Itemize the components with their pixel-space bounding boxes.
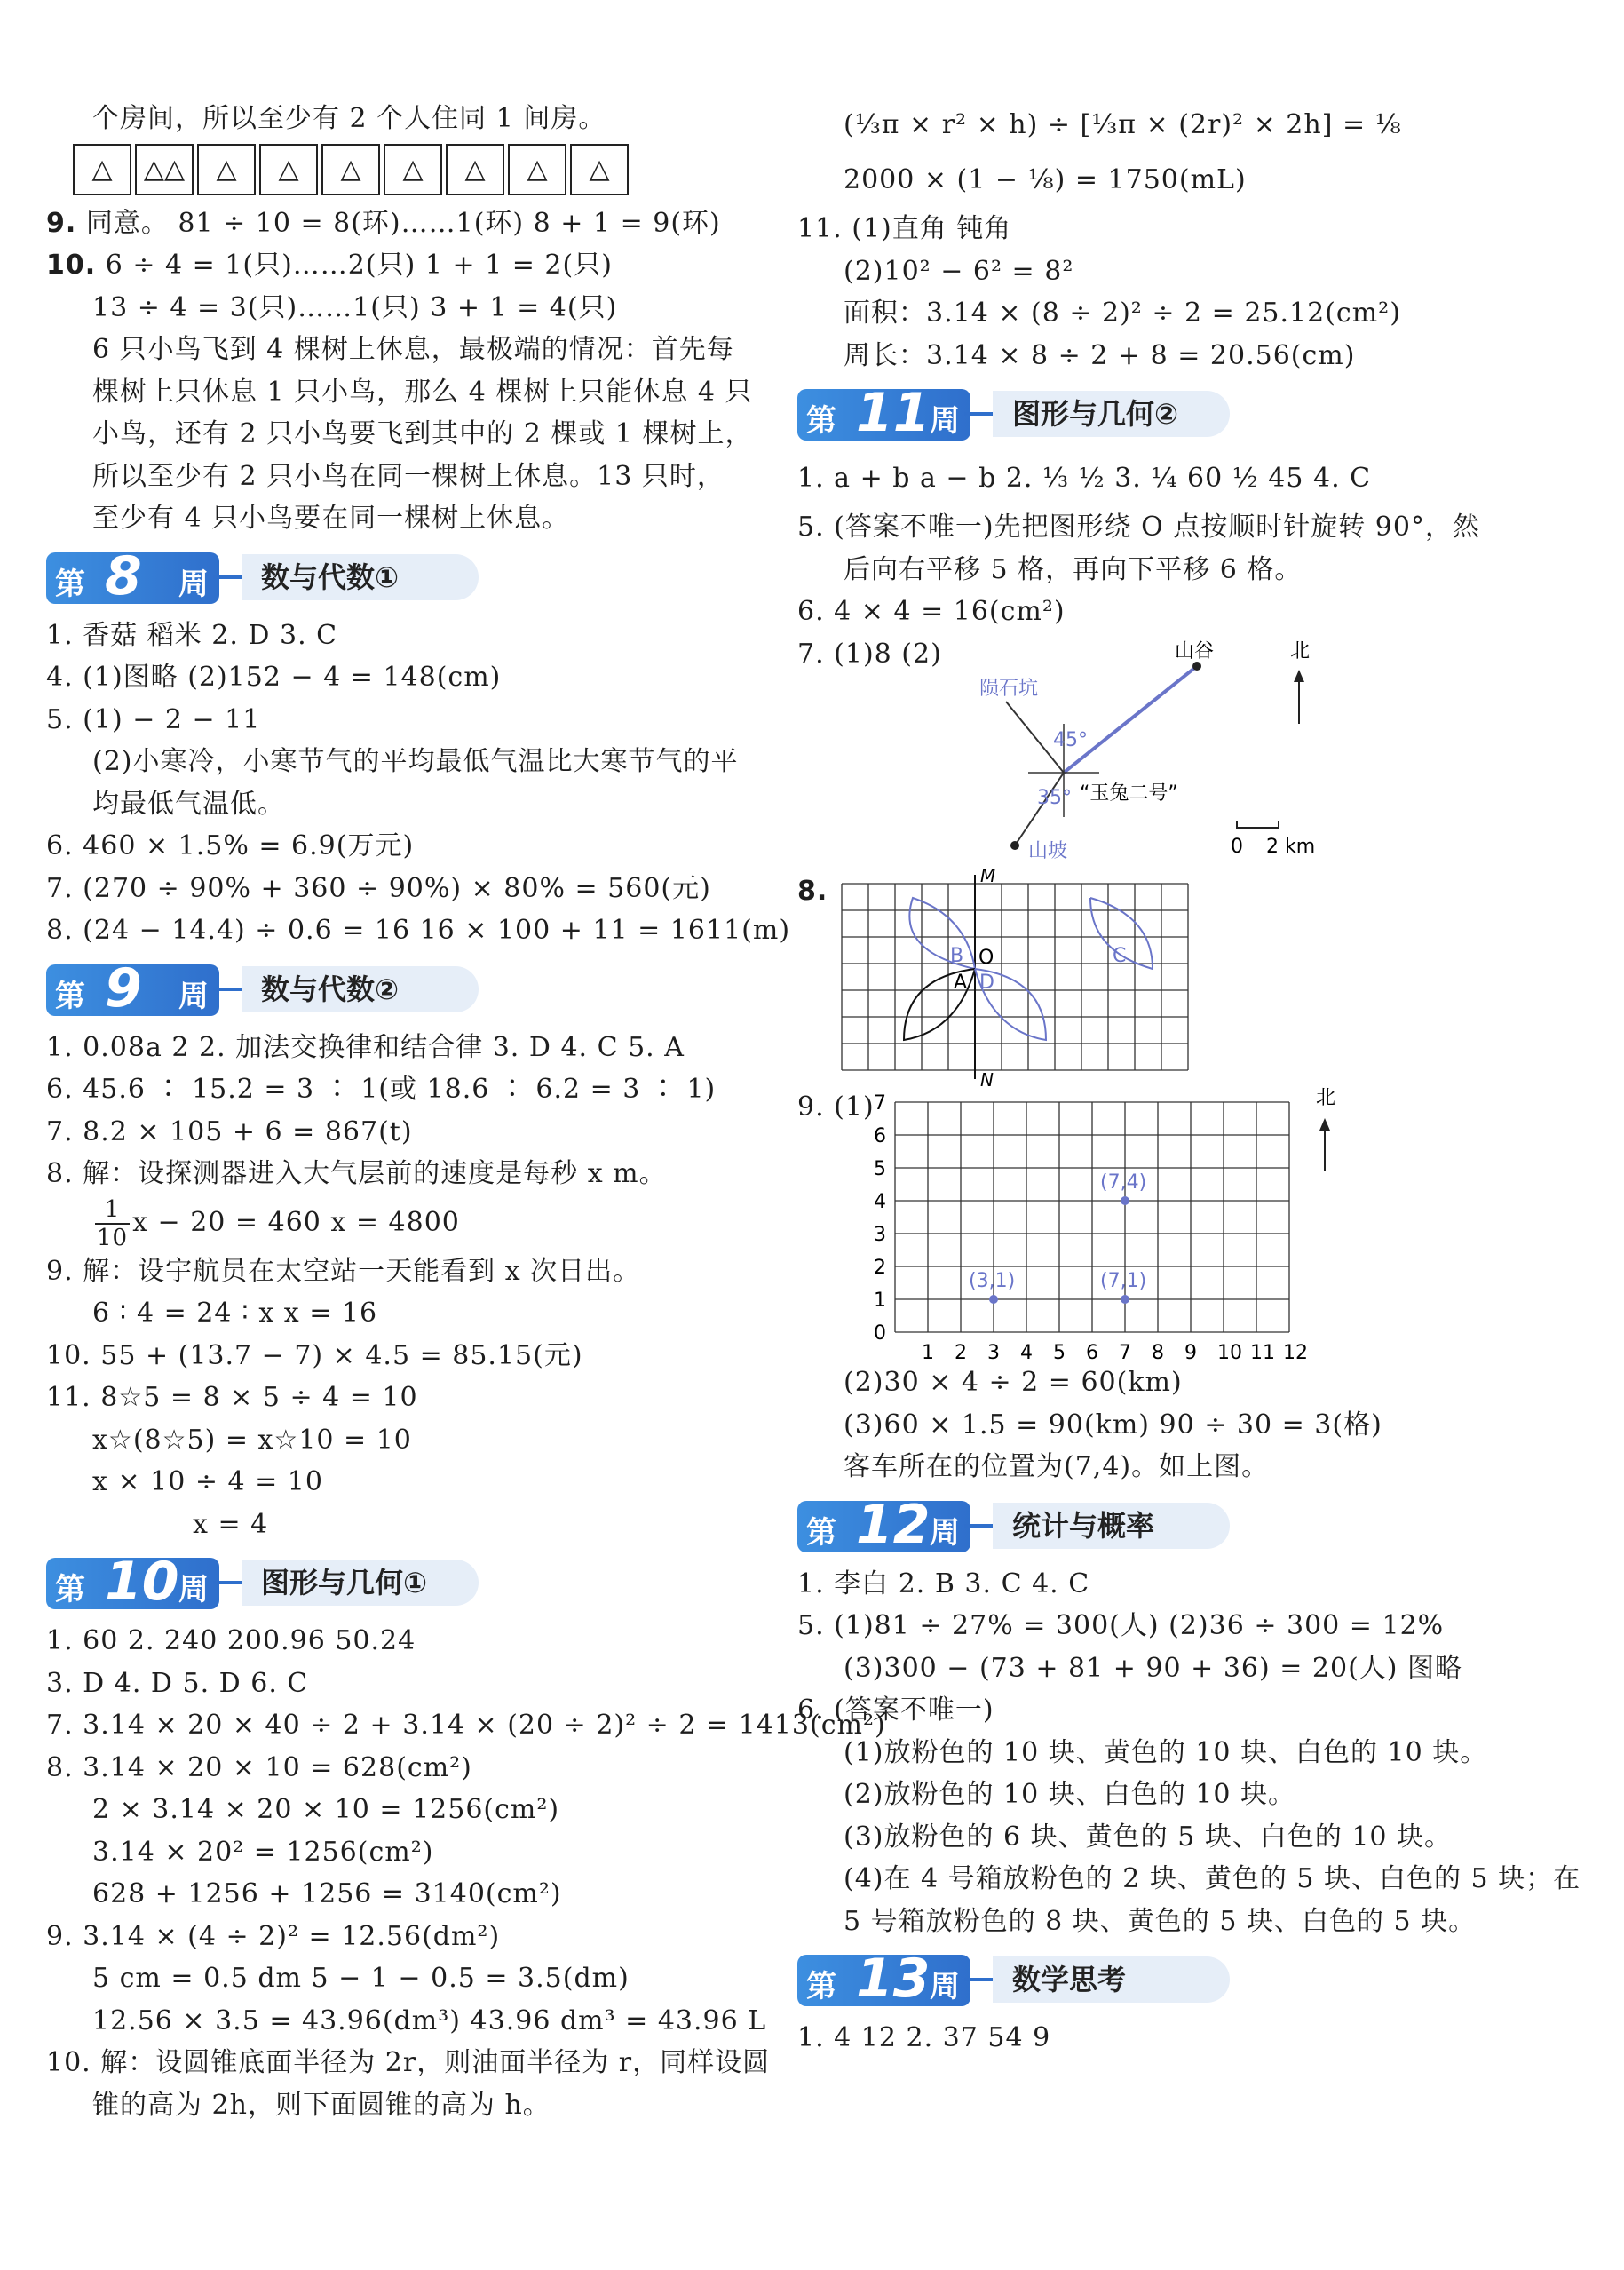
answer-9-block: [797, 1086, 1579, 1364]
data-point: [989, 1295, 998, 1304]
data-point: [1121, 1196, 1129, 1205]
label-m: M: [980, 865, 996, 886]
text-line: 4. (1)图略 (2)152 − 4 = 148(cm): [46, 662, 502, 693]
question-number: 9. (1): [797, 1091, 875, 1123]
text-line: 6 ∶ 4 = 24 ∶ x x = 16: [92, 1298, 378, 1329]
text-line: 所以至少有 2 只小鸟在同一棵树上休息。13 只时，: [92, 460, 725, 492]
text-line: (2)放粉色的 10 块、白色的 10 块。: [844, 1779, 1295, 1810]
week-badge: 第 13 周: [797, 1955, 970, 2006]
north-arrowhead-icon: [1294, 670, 1304, 682]
text-line: 6. 460 × 1.5% = 6.9(万元): [46, 830, 415, 861]
week-8-header: [46, 544, 774, 607]
text-line: 8. 解：设探测器进入大气层前的速度是每秒 x m。: [46, 1158, 667, 1189]
coordinate-grid-figure: [868, 1086, 1366, 1364]
week-topic: 图形与几何①: [242, 1560, 479, 1606]
answer-8-block: [797, 865, 1579, 1091]
text-line: 7. (270 ÷ 90% + 360 ÷ 90%) × 80% = 560(元): [46, 872, 711, 904]
right-column: [797, 98, 1579, 2060]
text-line: 1. 60 2. 240 200.96 50.24: [46, 1625, 416, 1656]
text-line: (4)在 4 号箱放粉色的 2 块、黄色的 5 块、白色的 5 块；在: [844, 1863, 1581, 1894]
box: △: [197, 144, 256, 195]
fraction: $\frac{1}{10}$: [97, 1195, 129, 1251]
label-valley: 山谷: [1175, 640, 1215, 663]
text-line: 12.56 × 3.5 = 43.96(dm³) 43.96 dm³ = 43.96 L: [92, 2004, 767, 2036]
text-line: 5. (1) − 2 − 11: [46, 703, 261, 735]
text-line: 5 号箱放粉色的 8 块、黄色的 5 块、白色的 5 块。: [844, 1905, 1477, 1937]
text-line: x × 10 ÷ 4 = 10: [92, 1466, 323, 1497]
point-label: (3,1): [969, 1270, 1016, 1292]
text-line: 10. 55 + (13.7 − 7) × 4.5 = 85.15(元): [46, 1339, 583, 1371]
text-line: 锥的高为 2h，则下面圆锥的高为 h。: [92, 2089, 551, 2121]
text-line: 周长：3.14 × 8 ÷ 2 + 8 = 20.56(cm): [844, 339, 1356, 371]
text-line: 6 只小鸟飞到 4 棵树上休息，最极端的情况：首先每: [92, 334, 734, 365]
text-line: 3.14 × 20² = 1256(cm²): [92, 1836, 434, 1868]
text-line: (2)10² − 6² = 8²: [844, 255, 1074, 287]
text-line: 1. 香菇 稻米 2. D 3. C: [46, 619, 338, 651]
arrow-icon: [964, 1524, 996, 1528]
y-tick-label: 1: [874, 1290, 886, 1312]
text-line: 客车所在的位置为(7,4)。如上图。: [844, 1451, 1270, 1482]
y-tick-label: 5: [874, 1158, 886, 1180]
week-topic: 数学思考: [993, 1956, 1230, 2003]
box: △△: [135, 144, 194, 195]
text-line: 2000 × (1 − ⅛) = 1750(mL): [844, 164, 1247, 195]
week-topic: 图形与几何②: [993, 391, 1230, 437]
north-arrowhead-icon: [1319, 1118, 1330, 1131]
scale-0: 0: [1231, 836, 1243, 858]
box: △: [321, 144, 380, 195]
text-line: 1. a + b a − b 2. ⅓ ½ 3. ¼ 60 ½ 45 4. C: [797, 463, 1372, 494]
y-tick-label: 6: [874, 1125, 886, 1147]
box: △: [508, 144, 566, 195]
x-tick-label: 2: [955, 1342, 967, 1364]
arrow-icon: [964, 412, 996, 416]
text-line: (2)30 × 4 ÷ 2 = 60(km): [844, 1367, 1183, 1398]
text-line: (3)放粉色的 6 块、黄色的 5 块、白色的 10 块。: [844, 1821, 1453, 1853]
text-line: 5. (1)81 ÷ 27% = 300(人) (2)36 ÷ 300 = 12%: [797, 1610, 1445, 1641]
text-line: 8. 3.14 × 20 × 10 = 628(cm²): [46, 1751, 472, 1783]
text-line: (⅓π × r² × h) ÷ [⅓π × (2r)² × 2h] = ⅛: [844, 109, 1402, 140]
label-c: C: [1113, 945, 1127, 967]
label-b: B: [950, 945, 964, 967]
text-line: (1)放粉色的 10 块、黄色的 10 块、白色的 10 块。: [844, 1736, 1488, 1768]
x-tick-label: 5: [1053, 1342, 1066, 1364]
arrow-icon: [213, 1581, 245, 1584]
x-tick-label: 7: [1119, 1342, 1131, 1364]
text-line: 2 × 3.14 × 20 × 10 = 1256(cm²): [92, 1794, 560, 1825]
label-d: D: [979, 972, 994, 994]
ray-to-slope: [1015, 773, 1064, 845]
x-tick-label: 4: [1020, 1342, 1033, 1364]
answer-10: 10. 6 ÷ 4 = 1(只)……2(只) 1 + 1 = 2(只): [46, 250, 613, 281]
label-o: O: [978, 947, 994, 969]
triangle-boxes: [73, 144, 774, 195]
x-tick-label: 1: [922, 1342, 934, 1364]
text-line: 棵树上只休息 1 只小鸟，那么 4 棵树上只能休息 4 只: [92, 376, 753, 408]
text-line: 11. (1)直角 钝角: [797, 213, 1012, 244]
week-badge: 第 11 周: [797, 389, 970, 441]
arrow-icon: [213, 575, 245, 579]
text-line: 9. 3.14 × (4 ÷ 2)² = 12.56(dm²): [46, 1920, 501, 1952]
text-line: 面积：3.14 × (8 ÷ 2)² ÷ 2 = 25.12(cm²): [844, 298, 1401, 329]
point-label: (7,1): [1100, 1270, 1147, 1292]
week-10-header: [46, 1551, 774, 1613]
week-topic: 数与代数②: [242, 966, 479, 1012]
text-line: 8. (24 − 14.4) ÷ 0.6 = 16 16 × 100 + 11 = 1611(m): [46, 915, 791, 946]
week-topic: 数与代数①: [242, 554, 479, 600]
text-line: 个房间，所以至少有 2 个人住同 1 间房。: [92, 103, 606, 134]
x-tick-label: 3: [987, 1342, 1000, 1364]
week-11-header: [797, 382, 1579, 444]
x-tick-label: 8: [1152, 1342, 1164, 1364]
text-line: 9. 解：设宇航员在太空站一天能看到 x 次日出。: [46, 1255, 641, 1287]
text-line: 3. D 4. D 5. D 6. C: [46, 1667, 309, 1699]
text-line: x☆(8☆5) = x☆10 = 10: [92, 1424, 412, 1456]
text-line: 小鸟，还有 2 只小鸟要飞到其中的 2 棵或 1 棵树上，: [92, 418, 753, 449]
point-label: (7,4): [1100, 1171, 1147, 1194]
week-badge: 第 10 周: [46, 1558, 219, 1609]
valley-point: [1192, 662, 1201, 671]
label-angle-45: 45°: [1053, 729, 1088, 751]
answer-9: 9. 同意。 81 ÷ 10 = 8(环)……1(环) 8 + 1 = 9(环): [46, 207, 721, 239]
week-topic: 统计与概率: [993, 1503, 1230, 1549]
text-line: 6. 45.6 ∶ 15.2 = 3 ∶ 1(或 18.6 ∶ 6.2 = 3 ∶ 1): [46, 1074, 717, 1105]
text-line: 628 + 1256 + 1256 = 3140(cm²): [92, 1878, 562, 1909]
label-rover: “玉兔二号”: [1080, 782, 1178, 805]
text-line: 7. (1)8 (2): [797, 638, 942, 670]
text-line: 至少有 4 只小鸟要在同一棵树上休息。: [92, 503, 570, 534]
box: △: [446, 144, 504, 195]
week-12-header: [797, 1493, 1579, 1556]
text-line: 1. 李白 2. B 3. C 4. C: [797, 1568, 1090, 1599]
x-tick-label: 11: [1250, 1342, 1275, 1364]
week-badge: 第 9 周: [46, 964, 219, 1016]
text-line: 1. 0.08a 2 2. 加法交换律和结合律 3. D 4. C 5. A: [46, 1031, 685, 1063]
label-n: N: [980, 1069, 994, 1091]
text-line: (2)小寒冷，小寒节气的平均最低气温比大寒节气的平: [92, 746, 739, 777]
box: △: [73, 144, 131, 195]
x-tick-label: 10: [1217, 1342, 1242, 1364]
text-line: 10. 解：设圆锥底面半径为 2r，则油面半径为 r，同样设圆: [46, 2047, 771, 2078]
direction-map-figure: [948, 639, 1446, 870]
label-north: 北: [1290, 640, 1311, 663]
text-line: 13 ÷ 4 = 3(只)……1(只) 3 + 1 = 4(只): [92, 291, 618, 323]
arrow-icon: [213, 988, 245, 991]
week-9-header: [46, 956, 774, 1020]
week-13-header: [797, 1948, 1579, 2010]
text-line: 5 cm = 0.5 dm 5 − 1 − 0.5 = 3.5(dm): [92, 1963, 630, 1994]
arrow-icon: [964, 1978, 996, 1981]
label-north: 北: [1316, 1087, 1336, 1109]
ray-to-valley: [1064, 666, 1197, 773]
y-tick-label: 7: [874, 1092, 886, 1115]
text-line: 均最低气温低。: [92, 788, 285, 820]
week-badge: 第 8 周: [46, 552, 219, 604]
scale-2km: 2 km: [1266, 836, 1316, 858]
text-line: 1. 4 12 2. 37 54 9: [797, 2022, 1051, 2053]
box: △: [570, 144, 629, 195]
label-a: A: [954, 972, 968, 994]
label-slope: 山坡: [1028, 840, 1068, 862]
text-line: 5. (答案不唯一)先把图形绕 O 点按顺时针旋转 90°，然: [797, 512, 1480, 543]
text-line: 7. 3.14 × 20 × 40 ÷ 2 + 3.14 × (20 ÷ 2)² ÷ 2 = 1413(cm²): [46, 1710, 886, 1741]
x-tick-label: 9: [1184, 1342, 1197, 1364]
y-tick-label: 3: [874, 1224, 886, 1246]
question-number: 8.: [797, 876, 828, 907]
label-crater: 陨石坑: [979, 678, 1039, 700]
label-angle-35: 35°: [1037, 787, 1072, 809]
scale-bar: [1237, 821, 1279, 828]
equation-line: $\frac{1}{10}$ x − 20 = 460 x = 4800: [97, 1195, 460, 1251]
box: △: [384, 144, 442, 195]
text-line: x = 4: [193, 1508, 269, 1540]
box: △: [259, 144, 318, 195]
text-line: (3)60 × 1.5 = 90(km) 90 ÷ 30 = 3(格): [844, 1409, 1382, 1441]
text-line: 6. 4 × 4 = 16(cm²): [797, 596, 1066, 627]
data-point: [1121, 1295, 1129, 1304]
rotation-grid-figure: [824, 865, 1197, 1091]
slope-point: [1010, 841, 1019, 850]
week-badge: 第 12 周: [797, 1501, 970, 1552]
text-line: (3)300 − (73 + 81 + 90 + 36) = 20(人) 图略: [844, 1652, 1463, 1684]
x-tick-label: 6: [1086, 1342, 1098, 1364]
text-line: 7. 8.2 × 105 + 6 = 867(t): [46, 1115, 413, 1147]
text-line: 后向右平移 5 格，再向下平移 6 格。: [844, 553, 1303, 585]
shape-b: [909, 898, 975, 969]
x-tick-label: 12: [1283, 1342, 1308, 1364]
text-line: 11. 8☆5 = 8 × 5 ÷ 4 = 10: [46, 1382, 418, 1413]
y-tick-label: 4: [874, 1191, 886, 1213]
text-line: 6. (答案不唯一): [797, 1695, 994, 1726]
y-tick-label: 0: [874, 1322, 886, 1345]
y-tick-label: 2: [874, 1257, 886, 1279]
